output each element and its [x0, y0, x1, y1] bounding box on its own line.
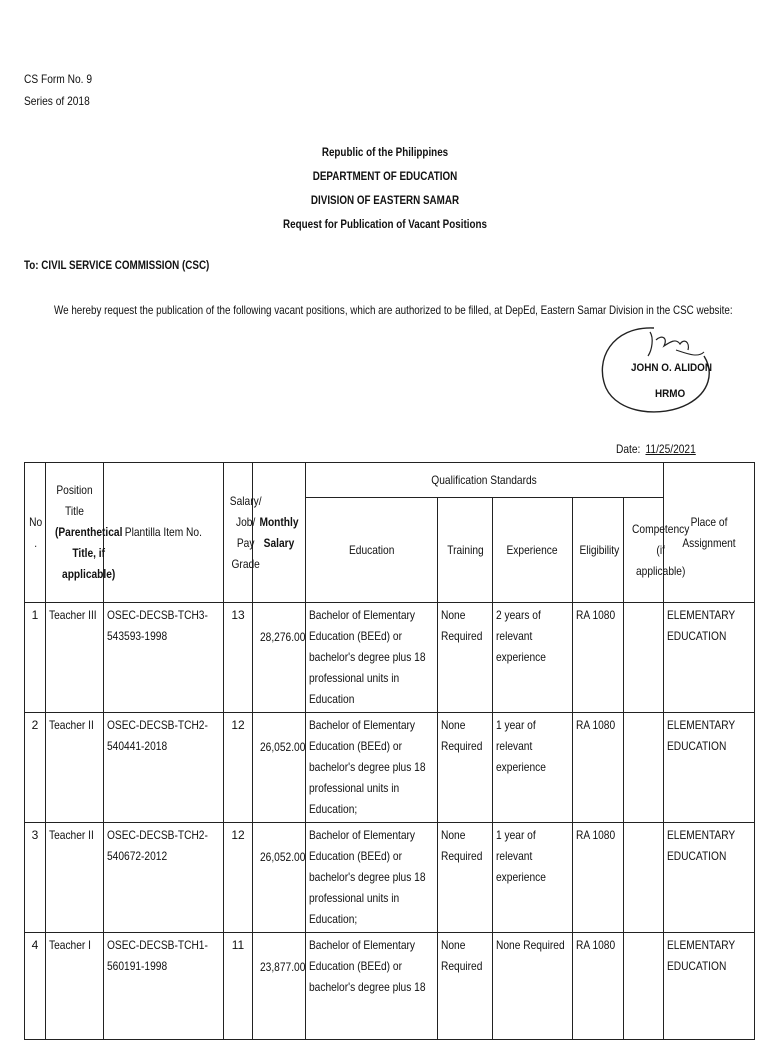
- row-eligibility: RA 1080: [573, 933, 624, 1040]
- addressee: To: CIVIL SERVICE COMMISSION (CSC): [24, 258, 210, 272]
- row-education: Bachelor of Elementary Education (BEEd) or bachelor's degree plus 18 professional units in Education;: [306, 823, 438, 933]
- table-row: [25, 933, 755, 1040]
- vacancy-table: [24, 462, 755, 1040]
- row-training: None Required: [438, 933, 493, 1040]
- row-experience: 2 years of relevant experience: [493, 603, 573, 713]
- row-training: None Required: [438, 823, 493, 933]
- header-salary: Monthly Salary: [253, 463, 306, 603]
- row-position: Teacher I: [46, 933, 104, 1040]
- row-assignment: ELEMENTARY EDUCATION: [664, 933, 755, 1040]
- signatory-title: HRMO: [655, 388, 686, 400]
- header-department: DEPARTMENT OF EDUCATION: [312, 169, 458, 183]
- form-number: [24, 68, 92, 112]
- header-experience: Experience: [493, 498, 573, 603]
- row-training: None Required: [438, 603, 493, 713]
- row-education: Bachelor of Elementary Education (BEEd) or bachelor's degree plus 18 professional units in Education;: [306, 713, 438, 823]
- row-assignment: ELEMENTARY EDUCATION: [664, 823, 755, 933]
- date-line: [616, 442, 696, 456]
- table-row: [25, 823, 755, 933]
- header-competency: Competency (if applicable): [624, 498, 664, 603]
- header-position: [46, 463, 123, 603]
- date-label: Date:: [616, 442, 641, 456]
- row-plantilla: OSEC-DECSB-TCH3-543593-1998: [104, 603, 224, 713]
- row-experience: 1 year of relevant experience: [493, 823, 573, 933]
- row-grade: 12: [224, 713, 253, 823]
- row-eligibility: RA 1080: [573, 713, 624, 823]
- document-header: [0, 140, 770, 236]
- header-request-title: Request for Publication of Vacant Positions: [283, 217, 487, 231]
- table-row: [25, 603, 755, 713]
- row-education: Bachelor of Elementary Education (BEEd) or bachelor's degree plus 18 professional units in Education: [306, 603, 438, 713]
- row-plantilla: OSEC-DECSB-TCH1-560191-1998: [104, 933, 224, 1040]
- row-competency: [624, 603, 664, 713]
- row-position: Teacher II: [46, 823, 104, 933]
- row-salary: 23,877.00: [253, 933, 306, 1040]
- row-salary: 26,052.00: [253, 713, 306, 823]
- header-position-note: (Parenthetical Title, if applicable): [54, 525, 123, 581]
- row-no: 4: [25, 933, 46, 1040]
- header-plantilla: Plantilla Item No.: [104, 463, 224, 603]
- header-education: Education: [306, 498, 438, 603]
- row-experience: None Required: [493, 933, 573, 1040]
- header-eligibility: Eligibility: [573, 498, 624, 603]
- header-division: DIVISION OF EASTERN SAMAR: [310, 193, 460, 207]
- row-no: 1: [25, 603, 46, 713]
- row-experience: 1 year of relevant experience: [493, 713, 573, 823]
- row-competency: [624, 823, 664, 933]
- row-plantilla: OSEC-DECSB-TCH2-540441-2018: [104, 713, 224, 823]
- row-grade: 12: [224, 823, 253, 933]
- form-number-line: CS Form No. 9: [24, 72, 93, 86]
- row-competency: [624, 713, 664, 823]
- signatory-name: JOHN O. ALIDON: [631, 362, 713, 374]
- row-salary: 26,052.00: [253, 823, 306, 933]
- header-qualification: Qualification Standards: [306, 463, 664, 498]
- row-position: Teacher III: [46, 603, 104, 713]
- row-education: Bachelor of Elementary Education (BEEd) or bachelor's degree plus 18: [306, 933, 438, 1040]
- header-grade: Salary/ Job/ Pay Grade: [224, 463, 253, 603]
- row-eligibility: RA 1080: [573, 823, 624, 933]
- header-republic: Republic of the Philippines: [321, 145, 449, 159]
- row-salary: 28,276.00: [253, 603, 306, 713]
- row-no: 2: [25, 713, 46, 823]
- row-plantilla: OSEC-DECSB-TCH2-540672-2012: [104, 823, 224, 933]
- row-grade: 11: [224, 933, 253, 1040]
- table-row: [25, 713, 755, 823]
- row-eligibility: RA 1080: [573, 603, 624, 713]
- header-position-title: Position Title: [56, 483, 93, 518]
- header-no: No .: [25, 463, 46, 603]
- header-assignment: Place of Assignment: [664, 463, 755, 603]
- form-series-line: Series of 2018: [24, 94, 90, 108]
- row-position: Teacher II: [46, 713, 104, 823]
- row-training: None Required: [438, 713, 493, 823]
- header-training: Training: [438, 498, 493, 603]
- row-grade: 13: [224, 603, 253, 713]
- row-competency: [624, 933, 664, 1040]
- row-assignment: ELEMENTARY EDUCATION: [664, 713, 755, 823]
- row-assignment: ELEMENTARY EDUCATION: [664, 603, 755, 713]
- row-no: 3: [25, 823, 46, 933]
- date-value: 11/25/2021: [645, 442, 696, 456]
- intro-paragraph: We hereby request the publication of the following vacant positions, which are authorized to be filled, at DepEd, Eastern Samar Division in the CSC website:: [54, 303, 733, 317]
